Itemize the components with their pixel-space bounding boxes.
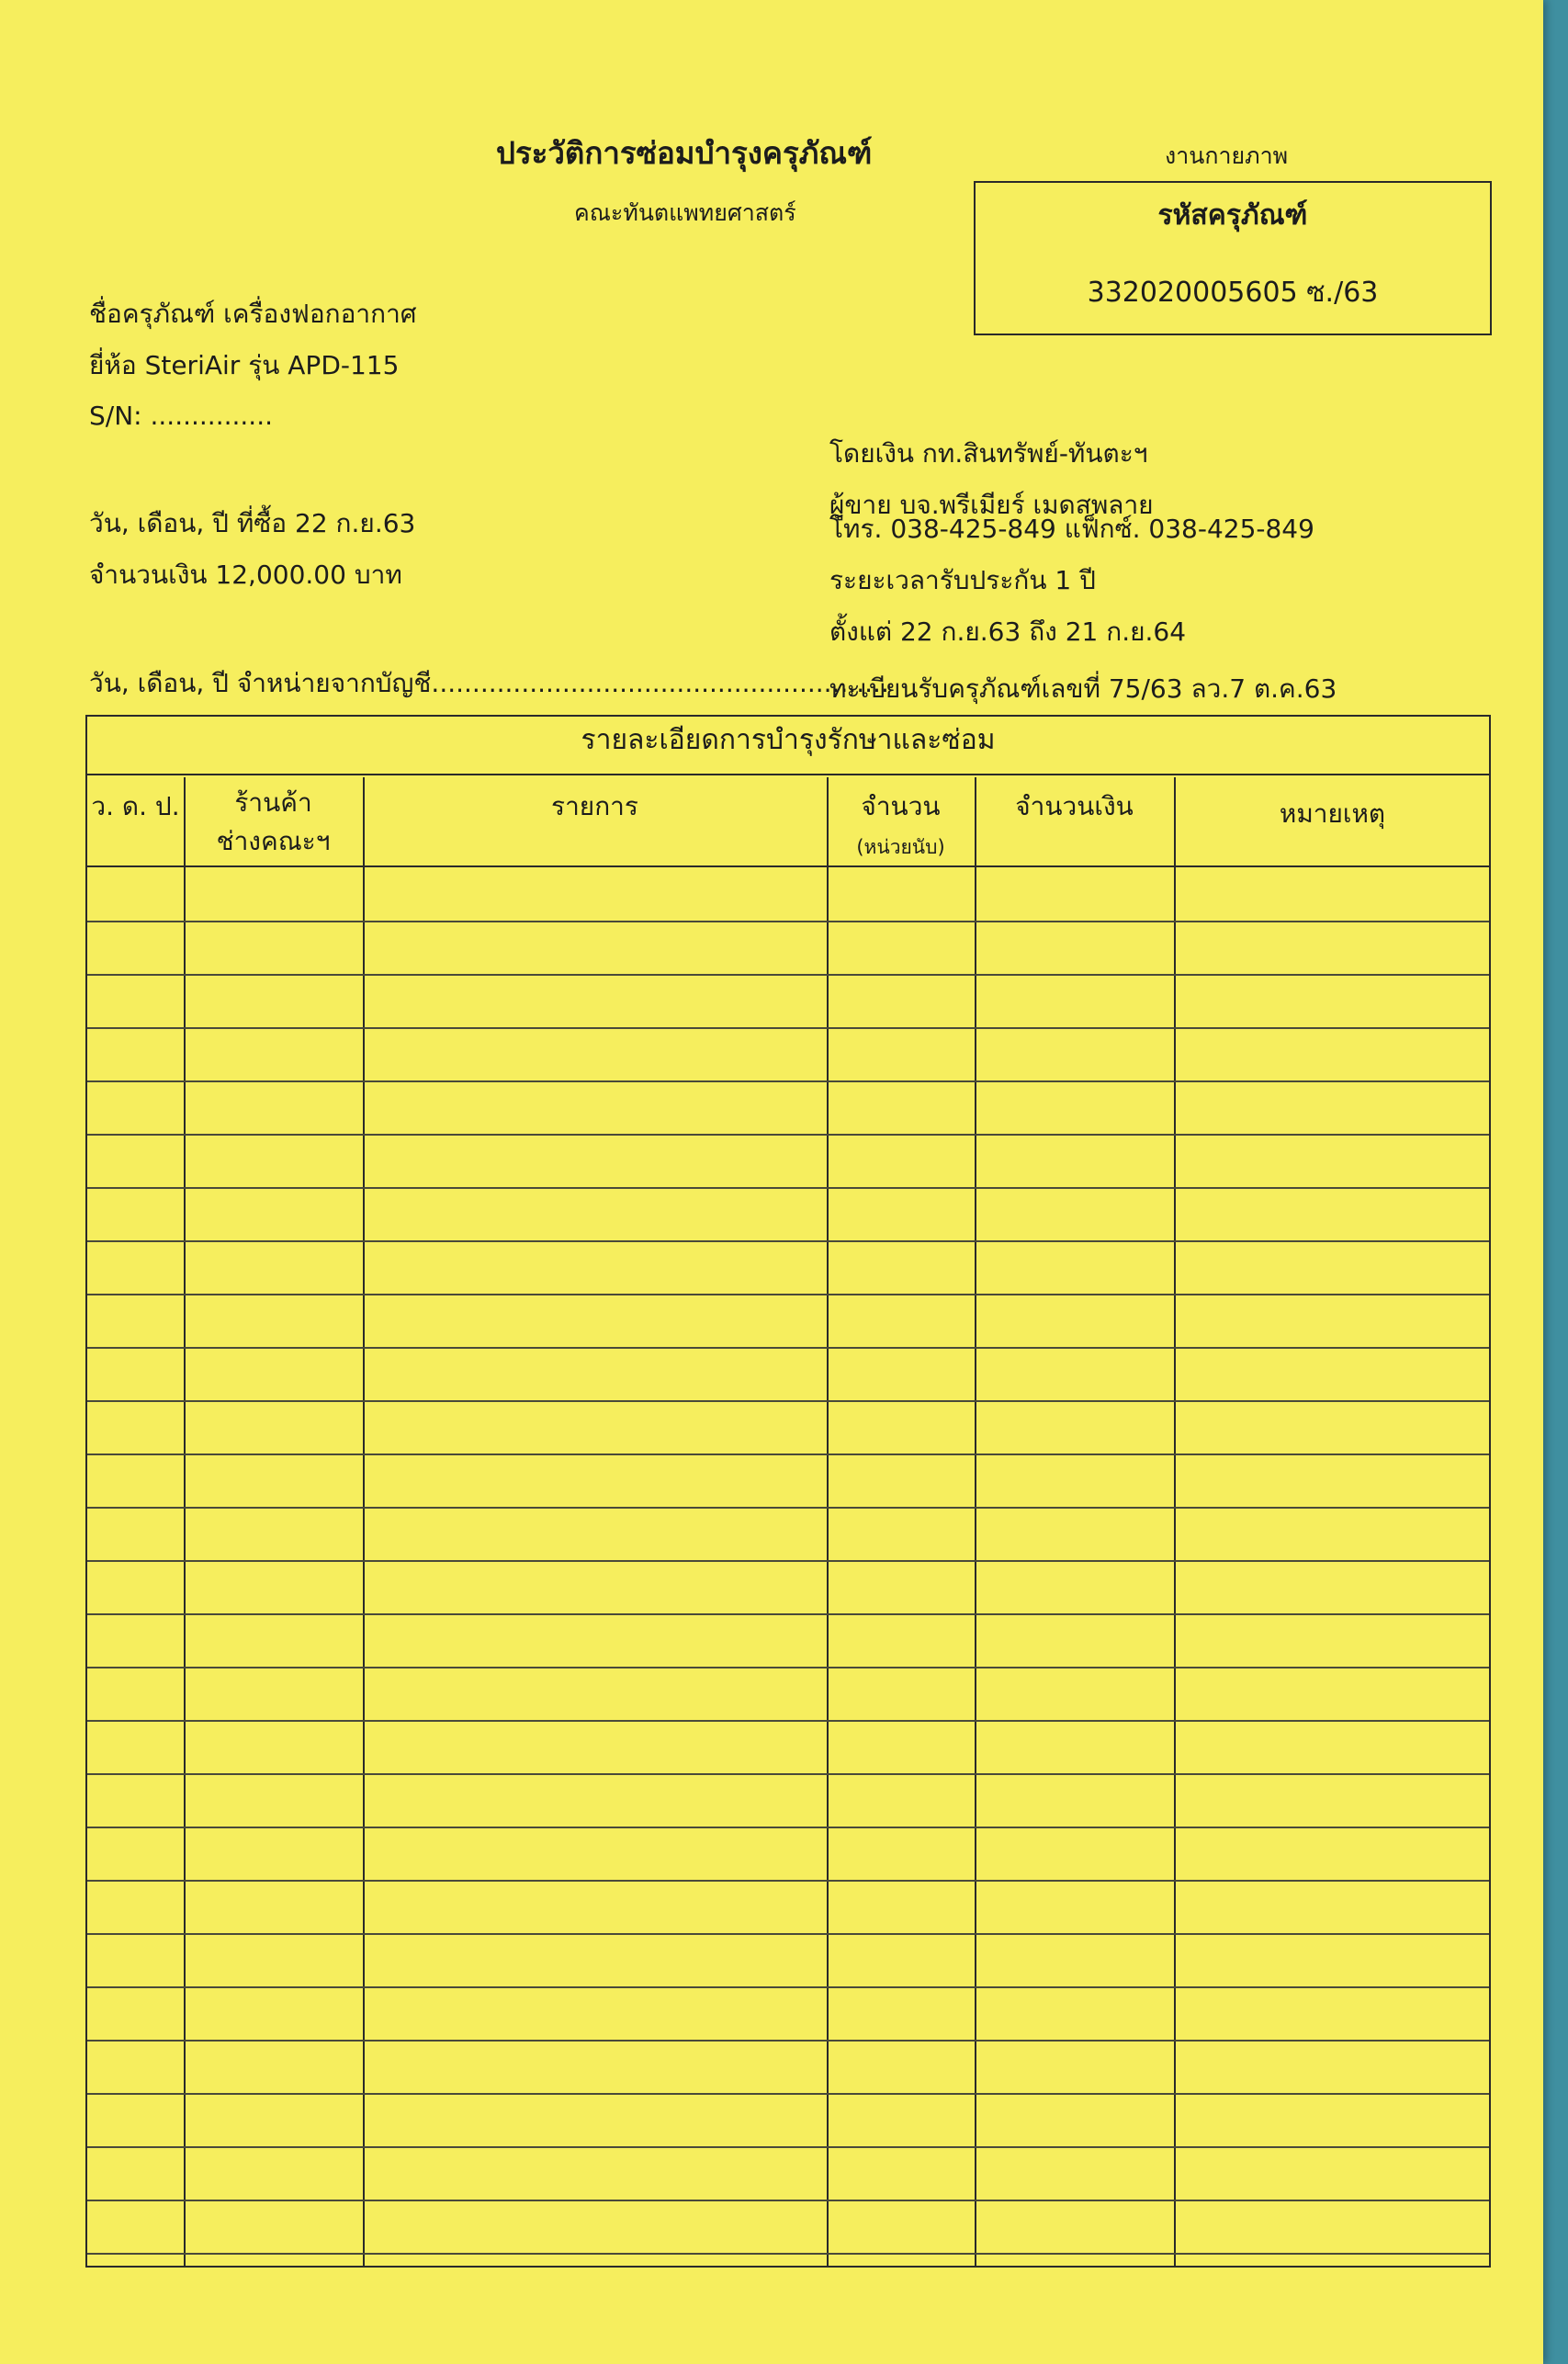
phone-fax: โทร. 038-425-849 แฟ็กซ์. 038-425-849 bbox=[829, 514, 1314, 544]
funding-source: โดยเงิน กท.สินทรัพย์-ทันตะฯ bbox=[829, 438, 1148, 469]
column-header-item: รายการ bbox=[551, 791, 638, 821]
maintenance-table bbox=[85, 715, 1491, 2268]
equipment-name: ชื่อครุภัณฑ์ เครื่องฟอกอากาศ bbox=[89, 299, 417, 329]
column-header-date: ว. ด. ป. bbox=[91, 791, 180, 821]
warranty-period: ตั้งแต่ 22 ก.ย.63 ถึง 21 ก.ย.64 bbox=[829, 616, 1187, 647]
department-label: งานกายภาพ bbox=[1165, 142, 1289, 169]
column-header-qty-unit: (หน่วยนับ) bbox=[856, 836, 945, 858]
column-header-technician: ช่างคณะฯ bbox=[216, 826, 331, 856]
registration-number: ทะเบียนรับครุภัณฑ์เลขที่ 75/63 ลว.7 ต.ค.63 bbox=[829, 673, 1337, 704]
brand-model: ยี่ห้อ SteriAir รุ่น APD-115 bbox=[89, 350, 400, 380]
faculty-label: คณะทันตแพทยศาสตร์ bbox=[574, 199, 796, 226]
column-header-shop: ร้านค้า bbox=[234, 787, 312, 818]
table-title-divider bbox=[87, 774, 1489, 775]
table-title: รายละเอียดการบำรุงรักษาและซ่อม bbox=[581, 724, 996, 756]
column-header-remark: หมายเหตุ bbox=[1279, 798, 1386, 829]
disposal-date: วัน, เดือน, ปี จำหน่ายจากบัญชี........................................................ bbox=[89, 668, 889, 698]
warranty: ระยะเวลารับประกัน 1 ปี bbox=[829, 565, 1096, 595]
serial-number: S/N: ............... bbox=[89, 401, 273, 431]
equipment-code-box bbox=[974, 181, 1492, 335]
purchase-date: วัน, เดือน, ปี ที่ซื้อ 22 ก.ย.63 bbox=[89, 508, 416, 538]
purchase-amount: จำนวนเงิน 12,000.00 บาท bbox=[89, 560, 402, 590]
form-title: ประวัติการซ่อมบำรุงครุภัณฑ์ bbox=[496, 135, 873, 171]
seller: ผู้ขาย บจ.พรีเมียร์ เมดสพลาย bbox=[829, 490, 1154, 520]
table-header-divider bbox=[87, 865, 1489, 867]
table-ruled-rows bbox=[87, 869, 1489, 2266]
code-label: รหัสครุภัณฑ์ bbox=[1157, 199, 1308, 232]
column-header-money: จำนวนเงิน bbox=[1015, 791, 1134, 821]
column-header-qty: จำนวน bbox=[861, 791, 941, 821]
code-value: 332020005605 ซ./63 bbox=[1087, 277, 1379, 309]
